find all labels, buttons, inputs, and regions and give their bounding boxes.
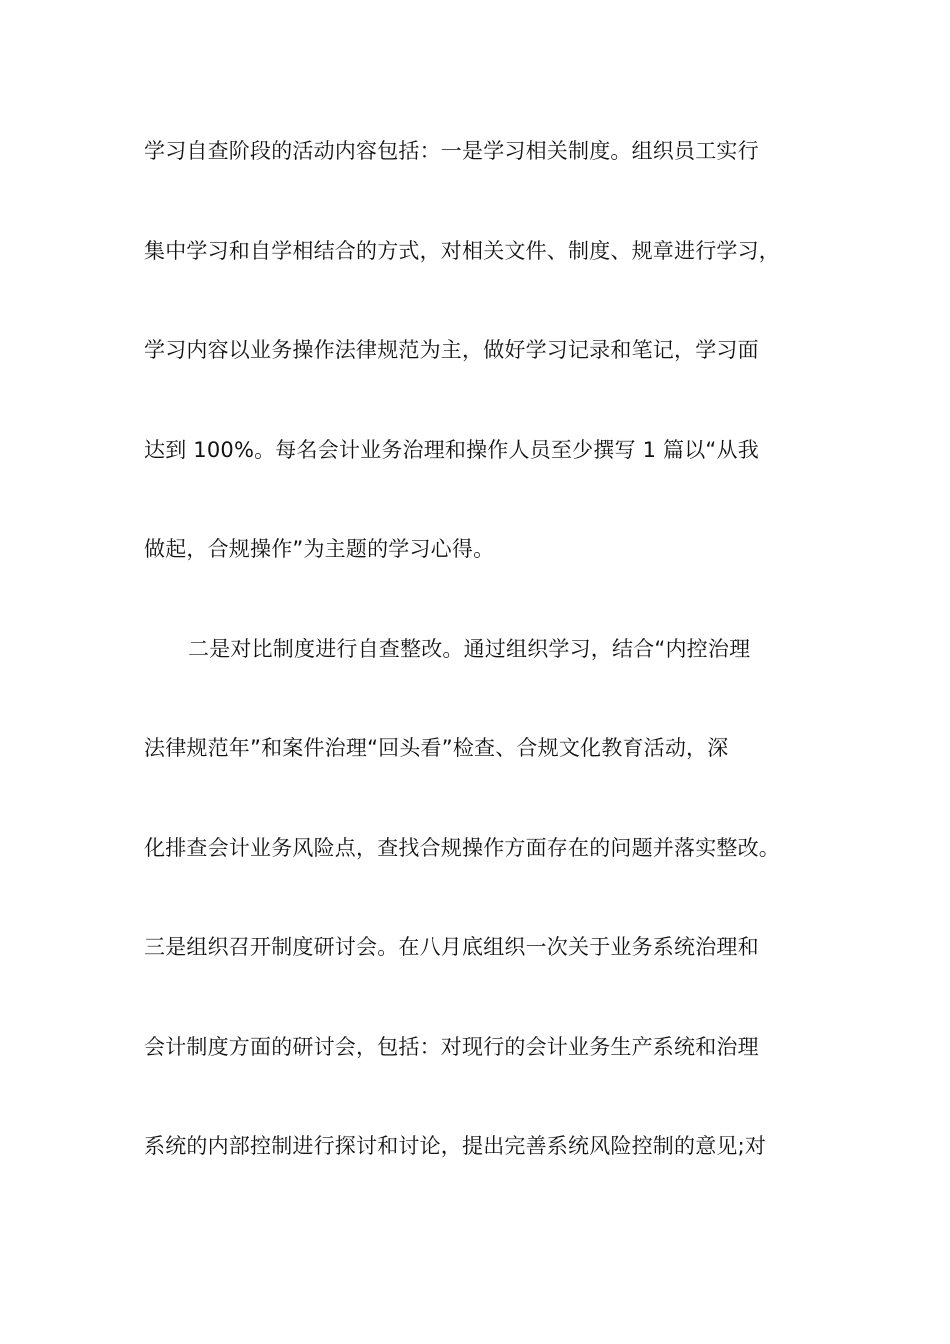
text-line: 学习自查阶段的活动内容包括：一是学习相关制度。组织员工实行 — [144, 139, 759, 163]
text-line: 达到 100%。每名会计业务治理和操作人员至少撰写 1 篇以“从我 — [144, 437, 759, 462]
text-line: 法律规范年”和案件治理“回头看”检查、合规文化教育活动，深 — [144, 736, 729, 760]
text-line: 会计制度方面的研讨会，包括：对现行的会计业务生产系统和治理 — [144, 1034, 759, 1059]
text-line: 系统的内部控制进行探讨和讨论，提出完善系统风险控制的意见;对 — [144, 1134, 767, 1158]
text-line-indented: 二是对比制度进行自查整改。通过组织学习，结合“内控治理 — [188, 636, 751, 661]
text-line: 做起，合规操作”为主题的学习心得。 — [144, 537, 495, 561]
document-body — [144, 131, 824, 1226]
text-line: 化排查会计业务风险点，查找合规操作方面存在的问题并落实整改。 — [144, 835, 780, 860]
text-line: 学习内容以业务操作法律规范为主，做好学习记录和笔记，学习面 — [144, 338, 759, 362]
text-line: 三是组织召开制度研讨会。在八月底组织一次关于业务系统治理和 — [144, 935, 759, 959]
text-line: 集中学习和自学相结合的方式，对相关文件、制度、规章进行学习， — [144, 238, 780, 263]
